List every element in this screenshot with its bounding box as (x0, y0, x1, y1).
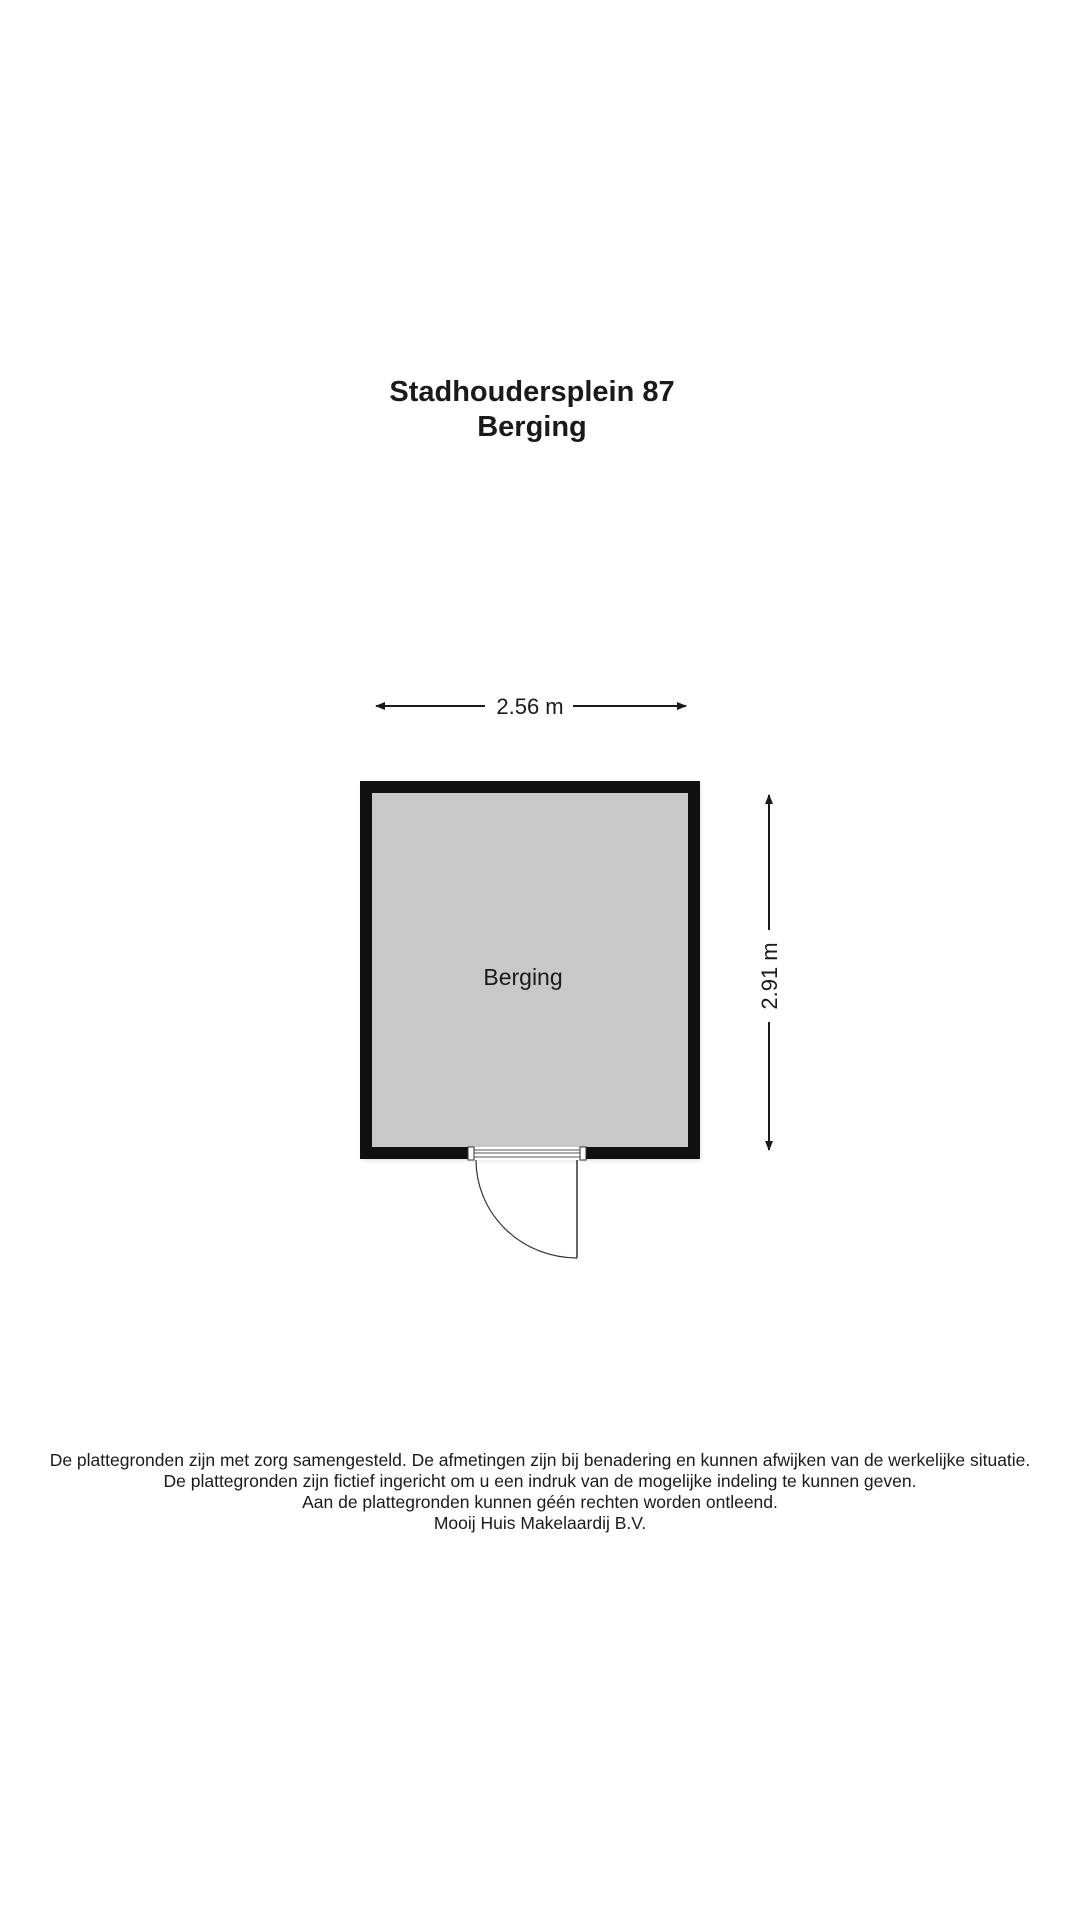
disclaimer-line: De plattegronden zijn met zorg samengesteld. De afmetingen zijn bij benadering en kunnen afwijken van de werkelijke situatie. (49, 1450, 1031, 1470)
width-dimension-label: 2.56 m (496, 694, 564, 719)
disclaimer (0, 1450, 1080, 1534)
depth-dimension-label: 2.91 m (757, 942, 782, 1010)
door-swing-arc (476, 1160, 577, 1258)
page-title: Stadhoudersplein 87 (389, 376, 675, 408)
room-label: Berging (483, 964, 563, 990)
door (468, 1147, 586, 1258)
door-jamb-left (468, 1147, 474, 1160)
disclaimer-line: Aan de plattegronden kunnen géén rechten worden ontleend. (302, 1492, 778, 1512)
room-berging (362, 784, 700, 1160)
depth-dimension (757, 795, 782, 1150)
disclaimer-line: De plattegronden zijn fictief ingericht om u een indruk van de mogelijke indeling te kunnen geven. (163, 1471, 917, 1491)
floor-name: Berging (477, 411, 587, 443)
company-name: Mooij Huis Makelaardij B.V. (433, 1513, 647, 1533)
width-dimension (376, 694, 686, 719)
door-jamb-right (580, 1147, 586, 1160)
